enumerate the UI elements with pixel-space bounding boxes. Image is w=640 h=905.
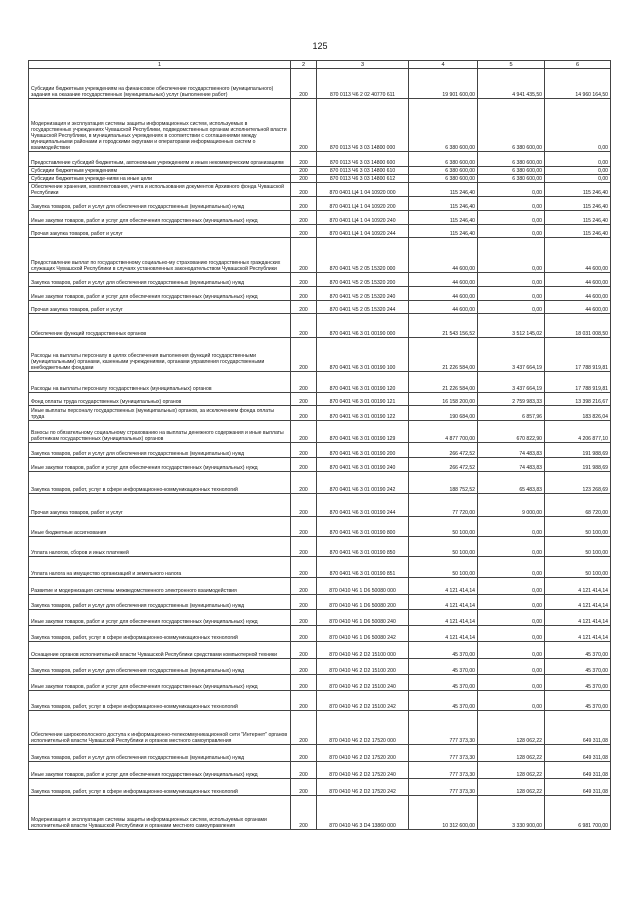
column-number: 5 [478, 61, 545, 69]
row-code-cell: 200 [291, 626, 317, 642]
row-code-cell: 200 [291, 152, 317, 167]
row-approved-cell: 4 121 414,14 [409, 595, 478, 610]
row-code-cell: 200 [291, 287, 317, 301]
row-approved-cell: 777 373,30 [409, 779, 478, 796]
row-remainder-cell: 44 600,00 [545, 273, 611, 287]
row-name-cell: Уплата налогов, сборов и иных платежей [29, 537, 291, 557]
row-executed-cell: 2 759 983,33 [478, 393, 545, 406]
row-code-cell: 200 [291, 301, 317, 314]
row-code-cell: 200 [291, 711, 317, 745]
row-executed-cell: 670 822,90 [478, 421, 545, 443]
table-row [29, 225, 611, 238]
table-row [29, 421, 611, 443]
row-name-cell: Обеспечение хранения, комплектования, учета и использования документов Архивного фонда Чувашской Республики [29, 183, 291, 197]
table-row [29, 167, 611, 175]
row-classification-cell: 870 0401 Ч5 2 05 15320 240 [317, 287, 409, 301]
row-code-cell: 200 [291, 675, 317, 691]
row-remainder-cell: 115 246,40 [545, 183, 611, 197]
row-remainder-cell: 50 100,00 [545, 517, 611, 537]
row-name-cell: Расходы на выплаты персоналу государственных (муниципальных) органов [29, 372, 291, 393]
row-remainder-cell: 4 121 414,14 [545, 595, 611, 610]
row-remainder-cell: 44 600,00 [545, 287, 611, 301]
row-classification-cell: 870 0401 Ц4 1 04 10920 200 [317, 197, 409, 211]
row-executed-cell: 3 330 900,00 [478, 796, 545, 830]
row-code-cell: 200 [291, 595, 317, 610]
row-executed-cell: 65 483,83 [478, 472, 545, 494]
row-name-cell: Закупка товаров, работ, услуг в сфере информационно-коммуникационных технологий [29, 626, 291, 642]
row-name-cell: Прочая закупка товаров, работ и услуг [29, 225, 291, 238]
row-name-cell: Иные выплаты персоналу государственных (муниципальных) органов, за исключением фонда оплаты труда [29, 406, 291, 421]
row-remainder-cell: 45 370,00 [545, 675, 611, 691]
row-code-cell: 200 [291, 197, 317, 211]
row-name-cell: Фонд оплаты труда государственных (муниципальных) органов [29, 393, 291, 406]
row-classification-cell: 870 0401 Ч6 3 01 00190 242 [317, 472, 409, 494]
row-name-cell: Прочая закупка товаров, работ и услуг [29, 301, 291, 314]
row-classification-cell: 870 0410 Ч6 2 D2 17520 200 [317, 745, 409, 762]
row-classification-cell: 870 0410 Ч6 2 D2 15100 242 [317, 691, 409, 711]
row-approved-cell: 45 370,00 [409, 675, 478, 691]
row-executed-cell: 9 000,00 [478, 494, 545, 517]
row-approved-cell: 77 720,00 [409, 494, 478, 517]
table-row [29, 537, 611, 557]
row-code-cell: 200 [291, 183, 317, 197]
row-executed-cell: 6 380 600,00 [478, 152, 545, 167]
row-remainder-cell: 123 268,69 [545, 472, 611, 494]
row-name-cell: Закупка товаров, работ, услуг в сфере информационно-коммуникационных технологий [29, 779, 291, 796]
row-name-cell: Иные закупки товаров, работ и услуг для обеспечения государственных (муниципальных) нужд [29, 287, 291, 301]
row-approved-cell: 50 100,00 [409, 557, 478, 578]
row-code-cell: 200 [291, 578, 317, 595]
row-remainder-cell: 68 720,00 [545, 494, 611, 517]
row-approved-cell: 44 600,00 [409, 301, 478, 314]
row-classification-cell: 870 0401 Ч5 2 05 15320 000 [317, 238, 409, 273]
row-name-cell: Закупка товаров, работ и услуг для обеспечения государственных (муниципальных) нужд [29, 273, 291, 287]
row-classification-cell: 870 0410 Ч6 3 D4 13860 000 [317, 796, 409, 830]
table-row [29, 642, 611, 659]
row-executed-cell: 6 380 600,00 [478, 99, 545, 152]
row-code-cell: 200 [291, 537, 317, 557]
row-code-cell: 200 [291, 472, 317, 494]
row-executed-cell: 128 062,22 [478, 762, 545, 779]
row-classification-cell: 870 0410 Ч6 2 D2 15100 200 [317, 659, 409, 675]
row-approved-cell: 16 158 200,00 [409, 393, 478, 406]
row-name-cell: Уплата налога на имущество организаций и земельного налога [29, 557, 291, 578]
row-name-cell: Закупка товаров, работ, услуг в сфере информационно-коммуникационных технологий [29, 472, 291, 494]
table-row [29, 659, 611, 675]
table-row [29, 238, 611, 273]
row-remainder-cell: 0,00 [545, 152, 611, 167]
row-remainder-cell: 45 370,00 [545, 642, 611, 659]
row-executed-cell: 0,00 [478, 595, 545, 610]
row-executed-cell: 0,00 [478, 626, 545, 642]
row-code-cell: 200 [291, 175, 317, 183]
row-classification-cell: 870 0410 Ч6 2 D2 15100 240 [317, 675, 409, 691]
row-classification-cell: 870 0401 Ч5 2 05 15320 244 [317, 301, 409, 314]
row-remainder-cell: 6 981 700,00 [545, 796, 611, 830]
table-row [29, 99, 611, 152]
table-row [29, 372, 611, 393]
row-executed-cell: 0,00 [478, 537, 545, 557]
row-code-cell: 200 [291, 458, 317, 472]
row-approved-cell: 45 370,00 [409, 642, 478, 659]
row-executed-cell: 128 062,22 [478, 745, 545, 762]
row-name-cell: Взносы по обязательному социальному страхованию на выплаты денежного содержания и иные выплаты работникам государственных (муниципальных) органов [29, 421, 291, 443]
table-row [29, 779, 611, 796]
row-classification-cell: 870 0401 Ч6 3 01 00190 850 [317, 537, 409, 557]
row-approved-cell: 115 246,40 [409, 197, 478, 211]
row-executed-cell: 0,00 [478, 517, 545, 537]
table-row [29, 796, 611, 830]
row-approved-cell: 21 226 584,00 [409, 372, 478, 393]
row-code-cell: 200 [291, 238, 317, 273]
row-classification-cell: 870 0401 Ч6 3 01 00190 800 [317, 517, 409, 537]
row-classification-cell: 870 0401 Ч6 3 01 00190 129 [317, 421, 409, 443]
row-approved-cell: 6 380 600,00 [409, 152, 478, 167]
row-executed-cell: 0,00 [478, 197, 545, 211]
row-approved-cell: 777 373,30 [409, 711, 478, 745]
row-executed-cell: 3 437 664,19 [478, 338, 545, 372]
row-executed-cell: 4 941 435,50 [478, 69, 545, 99]
row-approved-cell: 115 246,40 [409, 225, 478, 238]
table-row [29, 211, 611, 225]
row-code-cell: 200 [291, 659, 317, 675]
row-code-cell: 200 [291, 167, 317, 175]
row-executed-cell: 0,00 [478, 273, 545, 287]
row-classification-cell: 870 0401 Ч6 3 01 00190 851 [317, 557, 409, 578]
row-code-cell: 200 [291, 372, 317, 393]
row-approved-cell: 266 472,52 [409, 443, 478, 458]
table-row [29, 458, 611, 472]
row-code-cell: 200 [291, 610, 317, 626]
row-approved-cell: 4 121 414,14 [409, 578, 478, 595]
column-number: 6 [545, 61, 611, 69]
row-remainder-cell: 44 600,00 [545, 238, 611, 273]
row-classification-cell: 870 0410 Ч6 1 D6 50080 000 [317, 578, 409, 595]
row-code-cell: 200 [291, 494, 317, 517]
row-code-cell: 200 [291, 557, 317, 578]
row-classification-cell: 870 0401 Ц4 1 04 10920 240 [317, 211, 409, 225]
row-executed-cell: 6 857,96 [478, 406, 545, 421]
row-approved-cell: 115 246,40 [409, 211, 478, 225]
row-approved-cell: 45 370,00 [409, 659, 478, 675]
row-approved-cell: 115 246,40 [409, 183, 478, 197]
page-number: 125 [312, 41, 328, 51]
row-executed-cell: 74 483,83 [478, 458, 545, 472]
row-code-cell: 200 [291, 443, 317, 458]
row-approved-cell: 10 312 600,00 [409, 796, 478, 830]
row-classification-cell: 870 0113 Ч6 3 03 14800 610 [317, 167, 409, 175]
row-name-cell: Модернизация и эксплуатация системы защиты информационных систем, используемых органами исполнительной власти Чувашской Республики и органами местного самоуправления [29, 796, 291, 830]
table-row [29, 152, 611, 167]
row-classification-cell: 870 0113 Ч6 2 02 40770 611 [317, 69, 409, 99]
row-name-cell: Иные закупки товаров, работ и услуг для обеспечения государственных (муниципальных) нужд [29, 458, 291, 472]
column-number: 3 [317, 61, 409, 69]
row-approved-cell: 44 600,00 [409, 273, 478, 287]
row-name-cell: Модернизация и эксплуатация системы защиты информационных систем, используемых в государственных учреждениях Чувашской Республики, подведомственных органам исполнительной власти Чувашской Республики, в муниципальных учреждениях в соответствии с соглашениями между муниципальными районами и городскими округами и операторами информационных систем о взаимодействии [29, 99, 291, 152]
row-code-cell: 200 [291, 99, 317, 152]
row-remainder-cell: 115 246,40 [545, 197, 611, 211]
row-code-cell: 200 [291, 421, 317, 443]
row-approved-cell: 19 901 600,00 [409, 69, 478, 99]
table-row [29, 711, 611, 745]
row-approved-cell: 44 600,00 [409, 287, 478, 301]
row-name-cell: Обеспечение функций государственных органов [29, 314, 291, 338]
column-number: 4 [409, 61, 478, 69]
row-approved-cell: 21 543 156,52 [409, 314, 478, 338]
row-remainder-cell: 44 600,00 [545, 301, 611, 314]
row-code-cell: 200 [291, 517, 317, 537]
row-classification-cell: 870 0113 Ч6 3 03 14800 600 [317, 152, 409, 167]
row-name-cell: Обеспечение широкополосного доступа к информационно-телекоммуникационной сети "Интернет" органов исполнительной власти Чувашской Республики и органов местного самоуправления [29, 711, 291, 745]
row-executed-cell: 3 512 145,02 [478, 314, 545, 338]
row-name-cell: Иные закупки товаров, работ и услуг для обеспечения государственных (муниципальных) нужд [29, 610, 291, 626]
row-code-cell: 200 [291, 691, 317, 711]
row-name-cell: Предоставление субсидий бюджетным, автономным учреждениям и иным некоммерческим организациям [29, 152, 291, 167]
row-remainder-cell: 4 206 877,10 [545, 421, 611, 443]
row-approved-cell: 50 100,00 [409, 517, 478, 537]
row-executed-cell: 0,00 [478, 659, 545, 675]
table-row [29, 314, 611, 338]
row-remainder-cell: 191 988,69 [545, 458, 611, 472]
row-code-cell: 200 [291, 69, 317, 99]
row-remainder-cell: 649 311,08 [545, 762, 611, 779]
table-row [29, 406, 611, 421]
row-classification-cell: 870 0410 Ч6 2 D2 17520 242 [317, 779, 409, 796]
row-remainder-cell: 649 311,08 [545, 711, 611, 745]
table-row [29, 197, 611, 211]
row-classification-cell: 870 0113 Ч6 3 03 14800 612 [317, 175, 409, 183]
row-executed-cell: 0,00 [478, 183, 545, 197]
row-name-cell: Предоставление выплат по государственному социально-му страхованию государственных гражданских служащих Чувашской Республики в случаях установленных законодательством Чувашской Республики [29, 238, 291, 273]
row-code-cell: 200 [291, 762, 317, 779]
table-row [29, 578, 611, 595]
row-code-cell: 200 [291, 314, 317, 338]
budget-execution-table [28, 60, 611, 830]
row-remainder-cell: 115 246,40 [545, 225, 611, 238]
row-classification-cell: 870 0401 Ч6 3 01 00190 200 [317, 443, 409, 458]
row-approved-cell: 44 600,00 [409, 238, 478, 273]
row-classification-cell: 870 0401 Ц4 1 04 10920 244 [317, 225, 409, 238]
row-classification-cell: 870 0410 Ч6 1 D6 50080 242 [317, 626, 409, 642]
row-approved-cell: 6 380 600,00 [409, 99, 478, 152]
table-row [29, 183, 611, 197]
row-executed-cell: 0,00 [478, 211, 545, 225]
row-approved-cell: 4 877 700,00 [409, 421, 478, 443]
row-name-cell: Расходы на выплаты персоналу в целях обеспечения выполнения функций государственными (муниципальными) органами, казенными учреждениями, органами управления государственными внебюджетными фондами [29, 338, 291, 372]
row-classification-cell: 870 0410 Ч6 1 D6 50080 200 [317, 595, 409, 610]
row-remainder-cell: 50 100,00 [545, 537, 611, 557]
column-number: 2 [291, 61, 317, 69]
row-classification-cell: 870 0410 Ч6 2 D2 15100 000 [317, 642, 409, 659]
row-approved-cell: 777 373,30 [409, 762, 478, 779]
row-executed-cell: 6 380 600,00 [478, 175, 545, 183]
table-row [29, 393, 611, 406]
row-classification-cell: 870 0401 Ц4 1 04 10920 000 [317, 183, 409, 197]
row-name-cell: Субсидии бюджетным учреждениям [29, 167, 291, 175]
row-approved-cell: 6 380 600,00 [409, 167, 478, 175]
row-executed-cell: 0,00 [478, 557, 545, 578]
row-approved-cell: 6 380 600,00 [409, 175, 478, 183]
row-remainder-cell: 0,00 [545, 167, 611, 175]
row-classification-cell: 870 0401 Ч6 3 01 00190 121 [317, 393, 409, 406]
row-executed-cell: 0,00 [478, 642, 545, 659]
row-name-cell: Оснащение органов исполнительной власти Чувашской Республики средствами компьютерной техники [29, 642, 291, 659]
row-code-cell: 200 [291, 406, 317, 421]
row-code-cell: 200 [291, 225, 317, 238]
row-executed-cell: 74 483,83 [478, 443, 545, 458]
row-classification-cell: 870 0410 Ч6 2 D2 17520 000 [317, 711, 409, 745]
row-classification-cell: 870 0410 Ч6 2 D2 17520 240 [317, 762, 409, 779]
row-remainder-cell: 50 100,00 [545, 557, 611, 578]
row-executed-cell: 128 062,22 [478, 711, 545, 745]
table-row [29, 338, 611, 372]
table-row [29, 494, 611, 517]
row-remainder-cell: 649 311,08 [545, 779, 611, 796]
table-row [29, 691, 611, 711]
row-name-cell: Субсидии бюджетным учрежде-ниям на иные цели [29, 175, 291, 183]
row-remainder-cell: 13 398 216,67 [545, 393, 611, 406]
row-executed-cell: 3 437 664,19 [478, 372, 545, 393]
row-code-cell: 200 [291, 273, 317, 287]
row-name-cell: Закупка товаров, работ и услуг для обеспечения государственных (муниципальных) нужд [29, 197, 291, 211]
row-approved-cell: 21 226 584,00 [409, 338, 478, 372]
row-executed-cell: 0,00 [478, 610, 545, 626]
table-row [29, 610, 611, 626]
row-executed-cell: 6 380 600,00 [478, 167, 545, 175]
row-remainder-cell: 18 031 008,50 [545, 314, 611, 338]
row-code-cell: 200 [291, 338, 317, 372]
row-classification-cell: 870 0401 Ч6 3 01 00190 122 [317, 406, 409, 421]
table-row [29, 175, 611, 183]
column-number: 1 [29, 61, 291, 69]
row-remainder-cell: 4 121 414,14 [545, 610, 611, 626]
row-classification-cell: 870 0401 Ч6 3 01 00190 000 [317, 314, 409, 338]
table-row [29, 301, 611, 314]
row-classification-cell: 870 0410 Ч6 1 D6 50080 240 [317, 610, 409, 626]
table-row [29, 745, 611, 762]
row-approved-cell: 4 121 414,14 [409, 610, 478, 626]
row-executed-cell: 0,00 [478, 225, 545, 238]
row-executed-cell: 0,00 [478, 301, 545, 314]
row-executed-cell: 0,00 [478, 578, 545, 595]
row-remainder-cell: 4 121 414,14 [545, 626, 611, 642]
row-classification-cell: 870 0113 Ч6 3 03 14800 000 [317, 99, 409, 152]
table-row [29, 675, 611, 691]
row-code-cell: 200 [291, 211, 317, 225]
row-remainder-cell: 14 960 164,50 [545, 69, 611, 99]
row-remainder-cell: 45 370,00 [545, 691, 611, 711]
row-remainder-cell: 45 370,00 [545, 659, 611, 675]
row-name-cell: Закупка товаров, работ и услуг для обеспечения государственных (муниципальных) нужд [29, 595, 291, 610]
row-code-cell: 200 [291, 779, 317, 796]
row-approved-cell: 266 472,52 [409, 458, 478, 472]
row-remainder-cell: 191 988,69 [545, 443, 611, 458]
row-code-cell: 200 [291, 393, 317, 406]
row-name-cell: Закупка товаров, работ и услуг для обеспечения государственных (муниципальных) нужд [29, 443, 291, 458]
row-remainder-cell: 17 788 919,81 [545, 372, 611, 393]
table-row [29, 557, 611, 578]
row-remainder-cell: 183 826,04 [545, 406, 611, 421]
table-row [29, 273, 611, 287]
row-name-cell: Прочая закупка товаров, работ и услуг [29, 494, 291, 517]
table-row [29, 595, 611, 610]
row-name-cell: Закупка товаров, работ и услуг для обеспечения государственных (муниципальных) нужд [29, 659, 291, 675]
table-row [29, 626, 611, 642]
row-classification-cell: 870 0401 Ч5 2 05 15320 200 [317, 273, 409, 287]
row-remainder-cell: 17 788 919,81 [545, 338, 611, 372]
row-remainder-cell: 649 311,08 [545, 745, 611, 762]
table-row [29, 762, 611, 779]
row-executed-cell: 128 062,22 [478, 779, 545, 796]
row-remainder-cell: 0,00 [545, 175, 611, 183]
row-approved-cell: 4 121 414,14 [409, 626, 478, 642]
row-code-cell: 200 [291, 745, 317, 762]
row-executed-cell: 0,00 [478, 238, 545, 273]
row-remainder-cell: 4 121 414,14 [545, 578, 611, 595]
row-name-cell: Закупка товаров, работ, услуг в сфере информационно-коммуникационных технологий [29, 691, 291, 711]
row-approved-cell: 188 752,52 [409, 472, 478, 494]
row-classification-cell: 870 0401 Ч6 3 01 00190 120 [317, 372, 409, 393]
row-name-cell: Иные закупки товаров, работ и услуг для обеспечения государственных (муниципальных) нужд [29, 762, 291, 779]
row-approved-cell: 190 684,00 [409, 406, 478, 421]
table-row [29, 517, 611, 537]
row-name-cell: Иные закупки товаров, работ и услуг для обеспечения государственных (муниципальных) нужд [29, 211, 291, 225]
row-code-cell: 200 [291, 642, 317, 659]
table-row [29, 287, 611, 301]
table-row [29, 472, 611, 494]
row-executed-cell: 0,00 [478, 675, 545, 691]
row-approved-cell: 50 100,00 [409, 537, 478, 557]
row-approved-cell: 777 373,30 [409, 745, 478, 762]
row-name-cell: Развитие и модернизация системы межведомственного электронного взаимодействия [29, 578, 291, 595]
row-classification-cell: 870 0401 Ч6 3 01 00190 240 [317, 458, 409, 472]
row-classification-cell: 870 0401 Ч6 3 01 00190 100 [317, 338, 409, 372]
row-remainder-cell: 0,00 [545, 99, 611, 152]
column-number-row [29, 61, 611, 69]
table-row [29, 443, 611, 458]
row-classification-cell: 870 0401 Ч6 3 01 00190 244 [317, 494, 409, 517]
row-executed-cell: 0,00 [478, 691, 545, 711]
row-remainder-cell: 115 246,40 [545, 211, 611, 225]
row-approved-cell: 45 370,00 [409, 691, 478, 711]
row-name-cell: Иные бюджетные ассигнования [29, 517, 291, 537]
row-name-cell: Иные закупки товаров, работ и услуг для обеспечения государственных (муниципальных) нужд [29, 675, 291, 691]
table-row [29, 69, 611, 99]
row-executed-cell: 0,00 [478, 287, 545, 301]
row-name-cell: Субсидии бюджетным учреждениям на финансовое обеспечение государственного (муниципального) задания на оказание государственных (муниципальных) услуг (выполнение работ) [29, 69, 291, 99]
row-code-cell: 200 [291, 796, 317, 830]
row-name-cell: Закупка товаров, работ и услуг для обеспечения государственных (муниципальных) нужд [29, 745, 291, 762]
